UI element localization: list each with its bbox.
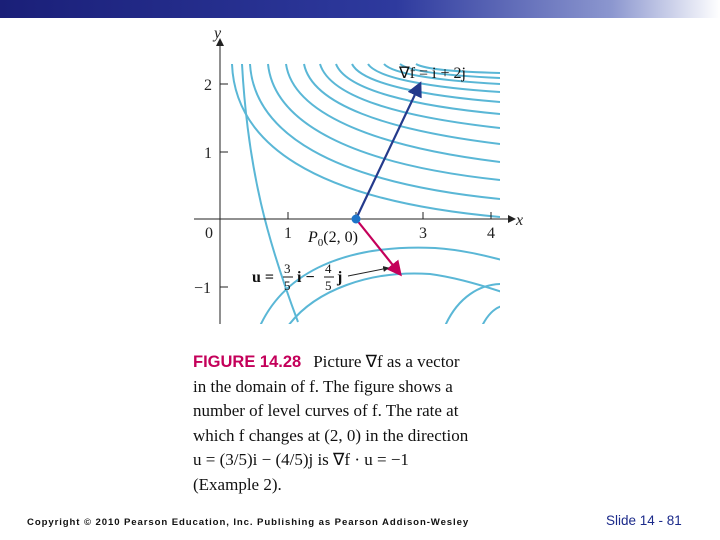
caption-line-2: in the domain of f. The figure shows a xyxy=(193,376,453,396)
header-bar xyxy=(0,0,720,18)
svg-text:5: 5 xyxy=(284,278,291,293)
point-label: $P_0(2$, 0) xyxy=(308,229,358,249)
svg-text:5: 5 xyxy=(325,278,332,293)
direction-label xyxy=(252,261,342,293)
level-curve xyxy=(286,64,500,162)
level-curve xyxy=(445,284,502,326)
level-curve xyxy=(260,248,502,326)
svg-text:j: j xyxy=(337,269,343,286)
svg-text:i −: i − xyxy=(297,269,315,286)
caption-line-1: FIGURE 14.28 Picture ∇f as a vector xyxy=(193,352,460,371)
direction-arrow xyxy=(356,219,400,274)
level-curves-figure xyxy=(190,22,530,330)
direction-label-pointer xyxy=(348,268,388,276)
point-p0 xyxy=(352,215,361,224)
caption-line-3: number of level curves of f. The rate at xyxy=(193,401,459,420)
figure-label: FIGURE 14.28 xyxy=(193,353,302,371)
x-tick-label-1: 1 xyxy=(284,225,292,242)
x-tick-label-4: 4 xyxy=(487,225,495,242)
caption-line-5: u = (3/5)i − (4/5)j is ∇f · u = −1 xyxy=(193,450,409,469)
svg-text:4: 4 xyxy=(325,261,332,276)
x-tick-label-3: 3 xyxy=(419,225,427,242)
level-curves-plot xyxy=(190,22,530,330)
caption-line-6: (Example 2). xyxy=(193,474,282,494)
slide-number: Slide 14 - 81 xyxy=(606,513,682,528)
y-tick-label-1: 1 xyxy=(204,145,212,162)
level-curve xyxy=(482,306,502,326)
copyright-notice: Copyright © 2010 Pearson Education, Inc. Publishing as Pearson Addison-Wesley xyxy=(27,517,470,528)
x-tick-label-0: 0 xyxy=(205,225,213,242)
y-tick-label-neg1: −1 xyxy=(194,280,212,297)
y-axis-label: y xyxy=(214,25,222,42)
y-tick-label-2: 2 xyxy=(204,77,212,94)
svg-text:3: 3 xyxy=(284,261,291,276)
gradient-label: ∇f = i + 2j xyxy=(399,65,466,82)
x-axis-label: x xyxy=(516,212,524,229)
caption-line-4: which f changes at (2, 0) in the direction xyxy=(193,425,469,445)
x-axis-arrowhead xyxy=(508,215,516,223)
level-curve xyxy=(288,273,502,326)
figure-caption xyxy=(193,350,523,497)
svg-text:u =: u = xyxy=(252,269,275,286)
